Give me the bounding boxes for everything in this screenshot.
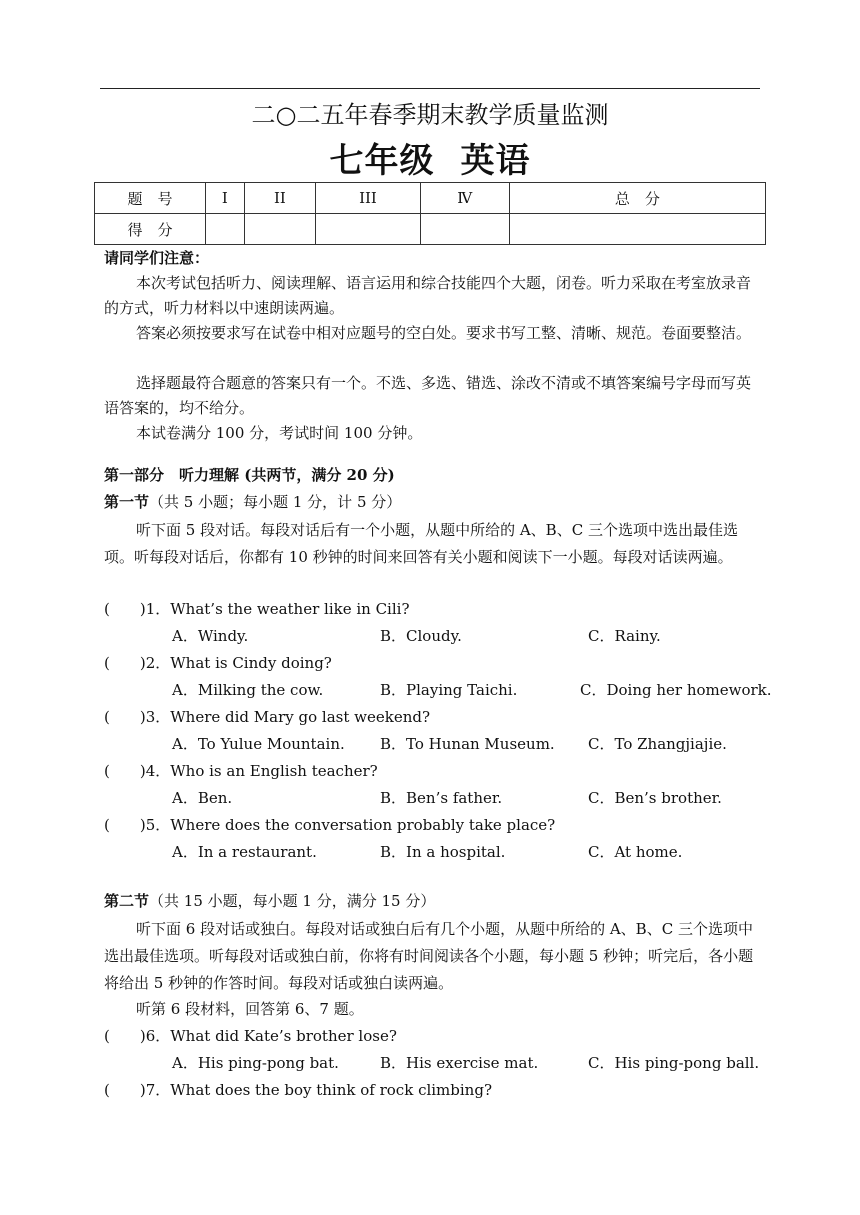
section2-title: 第二节 xyxy=(104,892,150,910)
grade-label: 七年级 xyxy=(329,141,435,181)
notice-paragraph: 本次考试包括听力、阅读理解、语言运用和综合技能四个大题，闭卷。听力采取在考室放录音的方式，听力材料以中速朗读两遍。 xyxy=(104,274,752,317)
option-6a[interactable]: A．His ping-pong bat. xyxy=(172,1054,339,1072)
section1-heading xyxy=(104,490,760,515)
subject-label: 英语 xyxy=(460,141,531,181)
score-table xyxy=(94,182,766,245)
score-header-cell: III xyxy=(316,183,421,214)
option-2a[interactable]: A．Milking the cow. xyxy=(172,681,324,699)
score-row-label: 得 分 xyxy=(95,214,206,245)
section2-instructions: 听下面 6 段对话或独白。每段对话或独白后有几个小题，从题中所给的 A、B、C 三个选项中选出最佳选项。听每段对话或独白前，你将有时间阅读各个小题，每小题 5 秒钟；听完后，各小题将给出 5 秒钟的作答时间。每段对话或独白读两遍。 xyxy=(104,920,754,992)
exam-title: 二○二五年春季期末教学质量监测 xyxy=(251,101,609,129)
option-1b[interactable]: B．Cloudy. xyxy=(380,627,462,645)
section2-note: （共 15 小题，每小题 1 分，满分 15 分） xyxy=(149,892,436,910)
option-3c[interactable]: C．To Zhangjiajie. xyxy=(588,735,727,753)
option-4a[interactable]: A．Ben. xyxy=(172,789,233,807)
notice-paragraph: 答案必须按要求写在试卷中相对应题号的空白处。要求书写工整、清晰、规范。卷面要整洁。 xyxy=(136,324,752,342)
score-table-header-row xyxy=(95,183,766,214)
section1-title: 第一节 xyxy=(104,493,150,511)
option-6c[interactable]: C．His ping-pong ball. xyxy=(588,1054,760,1072)
question-6: ( )6．What did Kate’s brother lose? xyxy=(104,1027,397,1045)
score-header-cell: 题 号 xyxy=(95,183,206,214)
option-5b[interactable]: B．In a hospital. xyxy=(380,843,506,861)
score-cell[interactable] xyxy=(244,214,316,245)
option-4c[interactable]: C．Ben’s brother. xyxy=(588,789,722,807)
score-table-score-row xyxy=(95,214,766,245)
option-3b[interactable]: B．To Hunan Museum. xyxy=(380,735,555,753)
question-2: ( )2．What is Cindy doing? xyxy=(104,654,332,672)
part1-heading: 第一部分 听力理解 (共两节，满分 20 分) xyxy=(104,466,395,484)
option-6b[interactable]: B．His exercise mat. xyxy=(380,1054,539,1072)
score-header-cell: I xyxy=(206,183,245,214)
header-rule xyxy=(100,88,760,89)
score-cell[interactable] xyxy=(420,214,509,245)
score-header-cell: II xyxy=(244,183,316,214)
score-cell[interactable] xyxy=(206,214,245,245)
question-5: ( )5．Where does the conversation probably take place? xyxy=(104,816,556,834)
option-1a[interactable]: A．Windy. xyxy=(172,627,249,645)
option-5c[interactable]: C．At home. xyxy=(588,843,683,861)
notice-paragraph: 本试卷满分 100 分，考试时间 100 分钟。 xyxy=(136,424,423,442)
question-1: ( )1．What’s the weather like in Cili? xyxy=(104,600,410,618)
section1-instructions: 听下面 5 段对话。每段对话后有一个小题，从题中所给的 A、B、C 三个选项中选出最佳选项。听每段对话后，你都有 10 秒钟的时间来回答有关小题和阅读下一小题。每段对话读两遍。 xyxy=(104,521,738,566)
option-5a[interactable]: A．In a restaurant. xyxy=(172,843,317,861)
score-header-cell: Ⅳ xyxy=(420,183,509,214)
option-2c[interactable]: C．Doing her homework. xyxy=(580,681,772,699)
section1-note: （共 5 小题；每小题 1 分，计 5 分） xyxy=(149,493,402,511)
option-1c[interactable]: C．Rainy. xyxy=(588,627,661,645)
notice-paragraph: 选择题最符合题意的答案只有一个。不选、多选、错选、涂改不清或不填答案编号字母而写英语答案的，均不给分。 xyxy=(104,374,752,417)
option-4b[interactable]: B．Ben’s father. xyxy=(380,789,503,807)
score-cell[interactable] xyxy=(316,214,421,245)
option-2b[interactable]: B．Playing Taichi. xyxy=(380,681,518,699)
question-4: ( )4．Who is an English teacher? xyxy=(104,762,378,780)
option-3a[interactable]: A．To Yulue Mountain. xyxy=(172,735,345,753)
score-header-cell: 总 分 xyxy=(509,183,765,214)
grade-subject-title xyxy=(0,140,860,182)
material-note: 听第 6 段材料，回答第 6、7 题。 xyxy=(136,1000,364,1018)
question-7: ( )7．What does the boy think of rock climbing? xyxy=(104,1081,492,1099)
score-cell[interactable] xyxy=(509,214,765,245)
notice-heading: 请同学们注意： xyxy=(104,249,210,267)
question-3: ( )3．Where did Mary go last weekend? xyxy=(104,708,431,726)
section2-heading xyxy=(104,889,760,914)
